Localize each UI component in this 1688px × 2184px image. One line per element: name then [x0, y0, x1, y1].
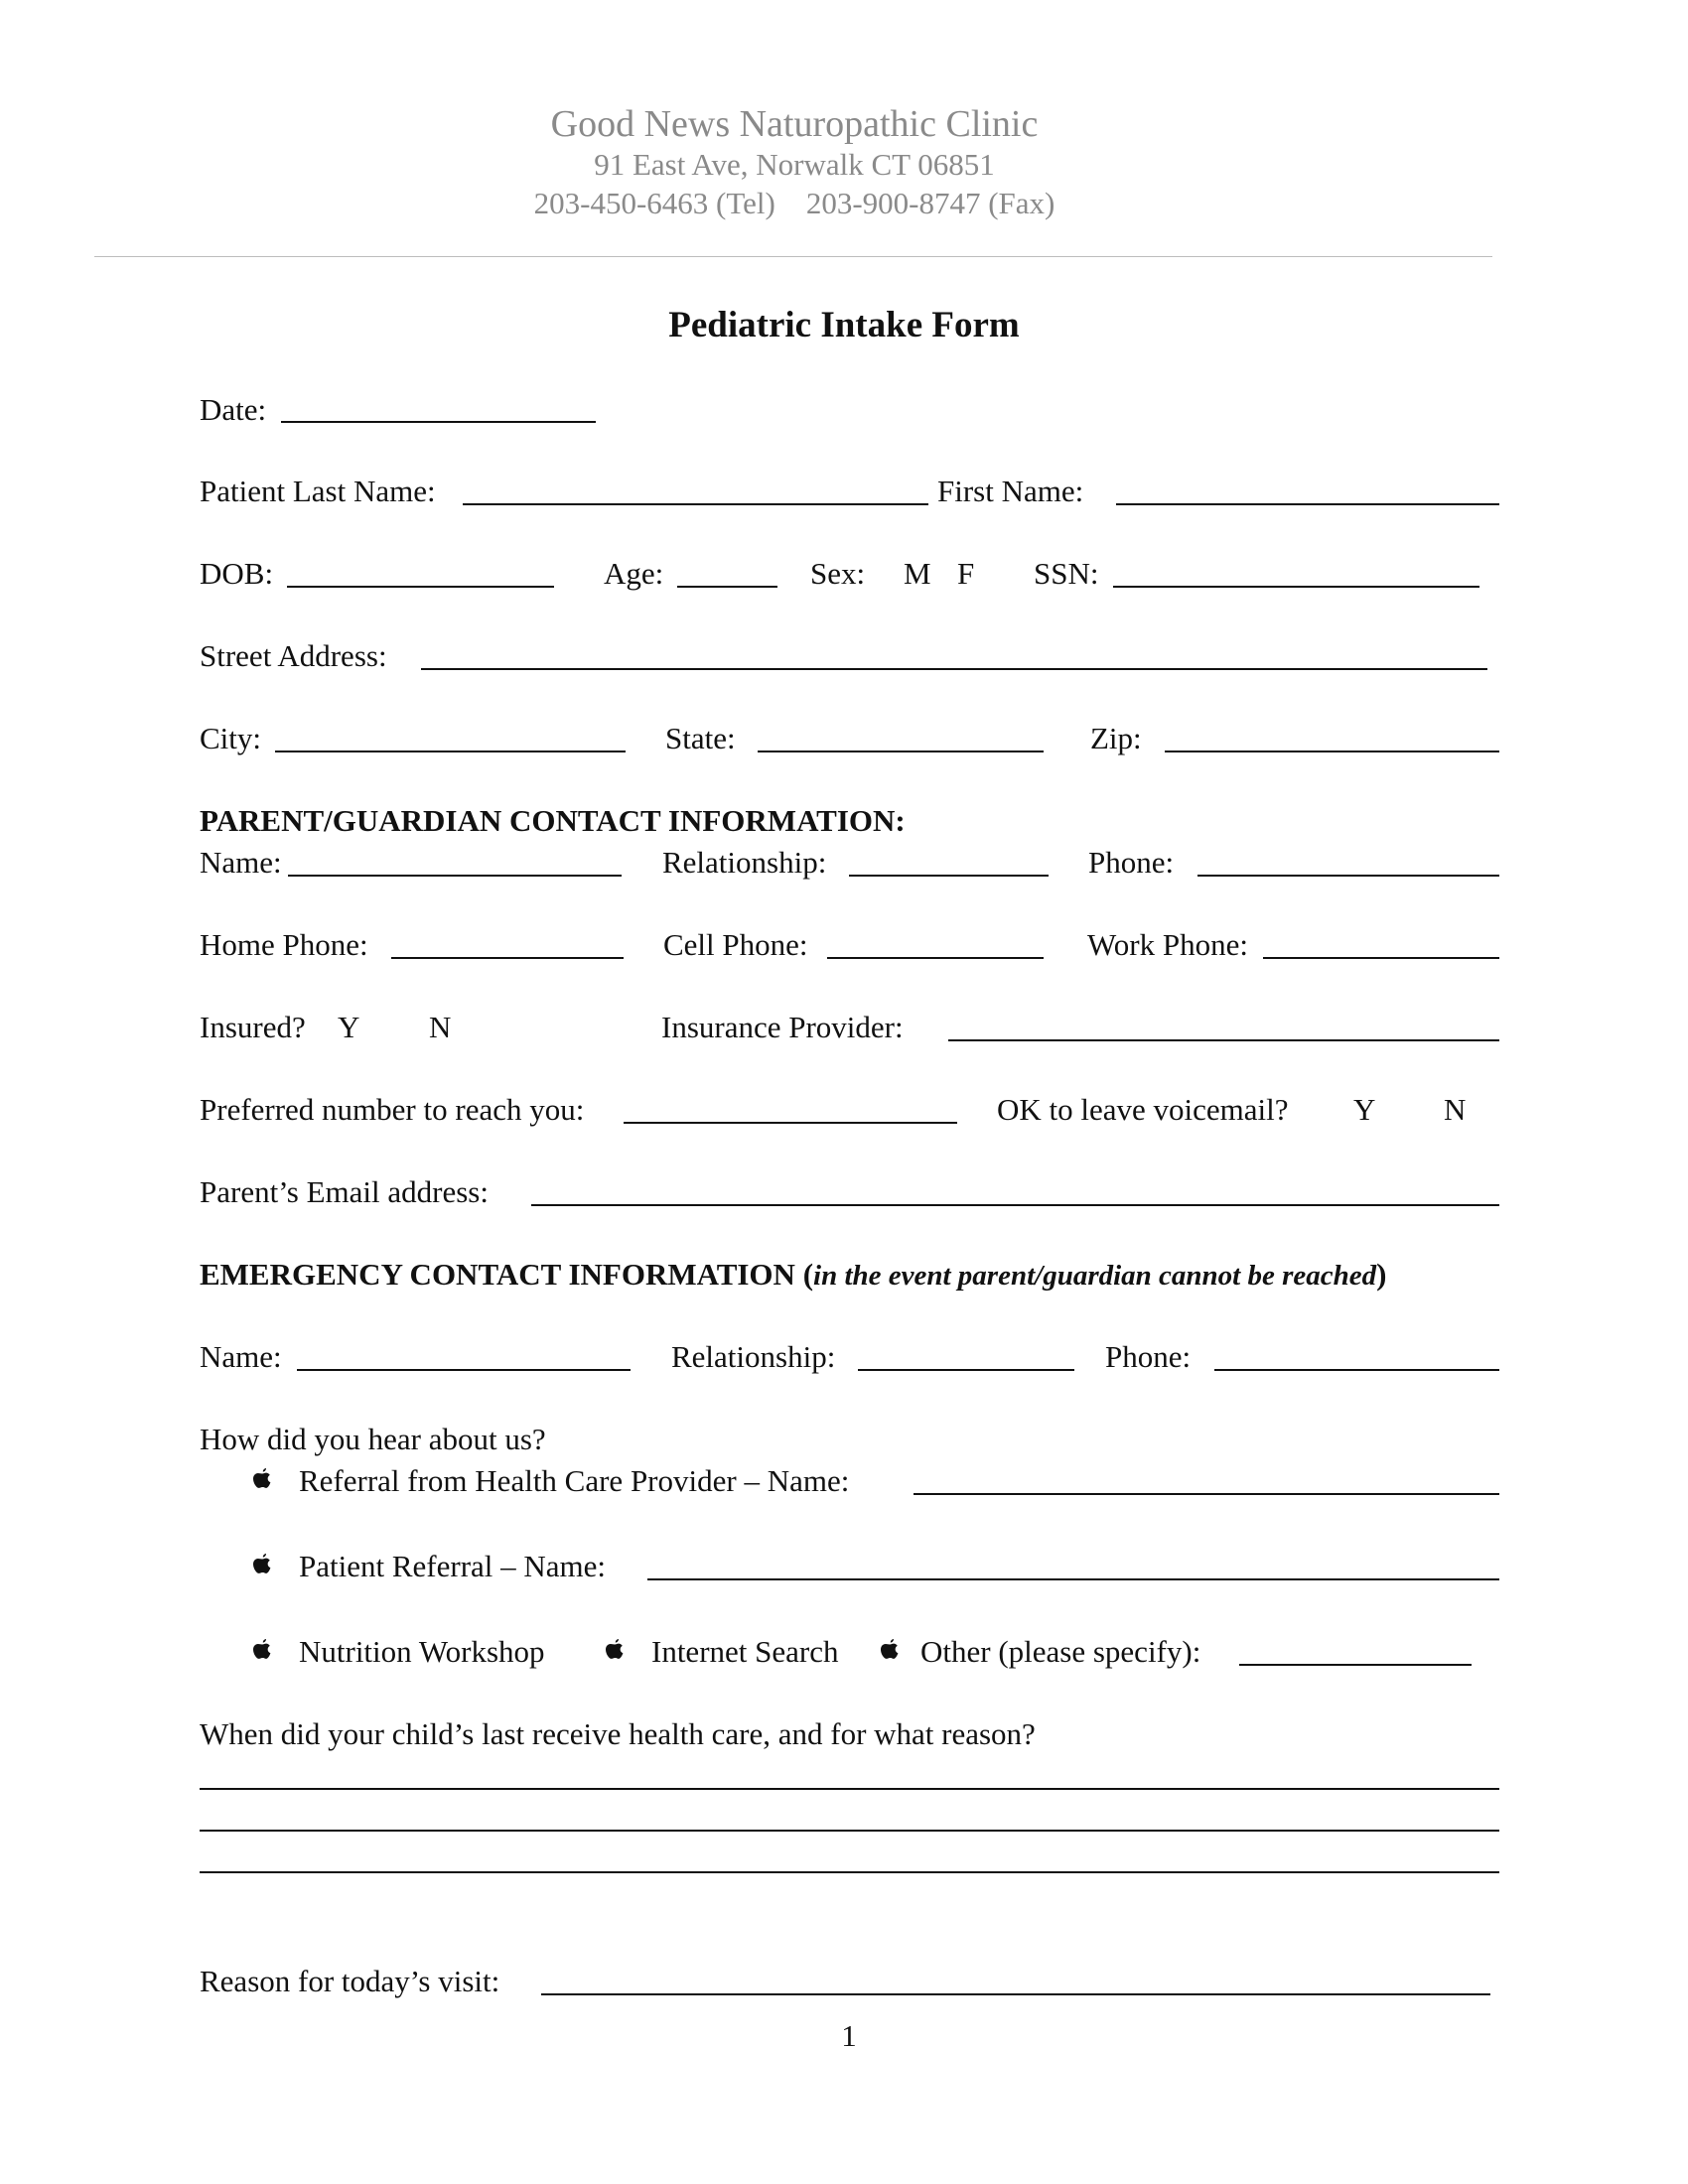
parent-name-field[interactable] [288, 875, 622, 877]
header-divider [94, 256, 1492, 257]
preferred-number-label: Preferred number to reach you: [200, 1092, 585, 1127]
date-label: Date: [200, 392, 267, 427]
parent-phone-field[interactable] [1197, 875, 1499, 877]
insurance-provider-field[interactable] [948, 1039, 1499, 1041]
date-field[interactable] [281, 421, 596, 423]
home-phone-label: Home Phone: [200, 927, 368, 962]
apple-icon [604, 1638, 626, 1662]
first-name-field[interactable] [1116, 503, 1499, 505]
insured-label: Insured? [200, 1010, 306, 1044]
age-field[interactable] [677, 586, 777, 588]
emergency-relationship-label: Relationship: [671, 1339, 836, 1374]
referral-provider-label: Referral from Health Care Provider – Name: [299, 1463, 850, 1498]
insured-option-n[interactable]: N [429, 1010, 452, 1044]
emergency-section-heading: EMERGENCY CONTACT INFORMATION (in the event parent/guardian cannot be reached) [200, 1257, 1387, 1292]
referral-question: How did you hear about us? [200, 1422, 546, 1456]
city-field[interactable] [275, 751, 626, 752]
parent-relationship-field[interactable] [849, 875, 1049, 877]
referral-provider-field[interactable] [914, 1493, 1499, 1495]
sex-option-m[interactable]: M [904, 556, 931, 591]
clinic-phones [0, 186, 1589, 221]
city-label: City: [200, 721, 262, 755]
referral-other-field[interactable] [1239, 1664, 1472, 1666]
parent-email-field[interactable] [531, 1204, 1499, 1206]
visit-reason-field[interactable] [541, 1993, 1490, 1995]
page-number: 1 [841, 2018, 857, 2053]
street-address-field[interactable] [421, 668, 1487, 670]
emergency-heading-text: EMERGENCY CONTACT INFORMATION [200, 1257, 795, 1292]
parent-phone-label: Phone: [1088, 845, 1175, 880]
first-name-label: First Name: [937, 474, 1084, 508]
dob-label: DOB: [200, 556, 274, 591]
apple-icon [251, 1467, 273, 1491]
ssn-label: SSN: [1034, 556, 1099, 591]
voicemail-label: OK to leave voicemail? [997, 1092, 1289, 1127]
apple-icon [251, 1553, 273, 1576]
last-care-answer-line-1[interactable] [200, 1788, 1499, 1790]
insurance-provider-label: Insurance Provider: [661, 1010, 904, 1044]
emergency-name-field[interactable] [297, 1369, 631, 1371]
age-label: Age: [604, 556, 664, 591]
referral-internet-label[interactable]: Internet Search [651, 1634, 839, 1669]
sex-option-f[interactable]: F [957, 556, 975, 591]
state-field[interactable] [758, 751, 1044, 752]
visit-reason-label: Reason for today’s visit: [200, 1964, 500, 1998]
apple-icon [251, 1638, 273, 1662]
parent-email-label: Parent’s Email address: [200, 1174, 489, 1209]
emergency-relationship-field[interactable] [858, 1369, 1074, 1371]
sex-label: Sex: [810, 556, 866, 591]
zip-label: Zip: [1090, 721, 1142, 755]
parent-relationship-label: Relationship: [662, 845, 827, 880]
parent-name-label: Name: [200, 845, 282, 880]
voicemail-option-n[interactable]: N [1444, 1092, 1467, 1127]
clinic-name: Good News Naturopathic Clinic [550, 103, 1039, 145]
preferred-number-field[interactable] [624, 1122, 957, 1124]
emergency-name-label: Name: [200, 1339, 282, 1374]
last-name-field[interactable] [463, 503, 928, 505]
last-care-question: When did your child’s last receive health care, and for what reason? [200, 1716, 1036, 1751]
voicemail-option-y[interactable]: Y [1353, 1092, 1376, 1127]
referral-other-label: Other (please specify): [920, 1634, 1201, 1669]
state-label: State: [665, 721, 736, 755]
cell-phone-field[interactable] [827, 957, 1044, 959]
home-phone-field[interactable] [391, 957, 624, 959]
form-title: Pediatric Intake Form [668, 305, 1020, 345]
apple-icon [879, 1638, 901, 1662]
work-phone-label: Work Phone: [1087, 927, 1248, 962]
parent-section-heading: PARENT/GUARDIAN CONTACT INFORMATION: [200, 803, 906, 838]
last-care-answer-line-3[interactable] [200, 1871, 1499, 1873]
zip-field[interactable] [1165, 751, 1499, 752]
cell-phone-label: Cell Phone: [663, 927, 808, 962]
last-name-label: Patient Last Name: [200, 474, 436, 508]
referral-patient-label: Patient Referral – Name: [299, 1549, 607, 1583]
clinic-address: 91 East Ave, Norwalk CT 06851 [594, 147, 995, 182]
clinic-phone-tel: 203-450-6463 (Tel) [533, 186, 775, 220]
ssn-field[interactable] [1113, 586, 1479, 588]
dob-field[interactable] [287, 586, 554, 588]
last-care-answer-line-2[interactable] [200, 1830, 1499, 1832]
emergency-heading-note: in the event parent/guardian cannot be reached [813, 1260, 1377, 1292]
emergency-phone-field[interactable] [1214, 1369, 1499, 1371]
referral-workshop-label[interactable]: Nutrition Workshop [299, 1634, 545, 1669]
street-address-label: Street Address: [200, 638, 387, 673]
clinic-phone-fax: 203-900-8747 (Fax) [805, 186, 1055, 220]
insured-option-y[interactable]: Y [338, 1010, 360, 1044]
work-phone-field[interactable] [1263, 957, 1499, 959]
referral-patient-field[interactable] [647, 1578, 1499, 1580]
emergency-phone-label: Phone: [1105, 1339, 1192, 1374]
